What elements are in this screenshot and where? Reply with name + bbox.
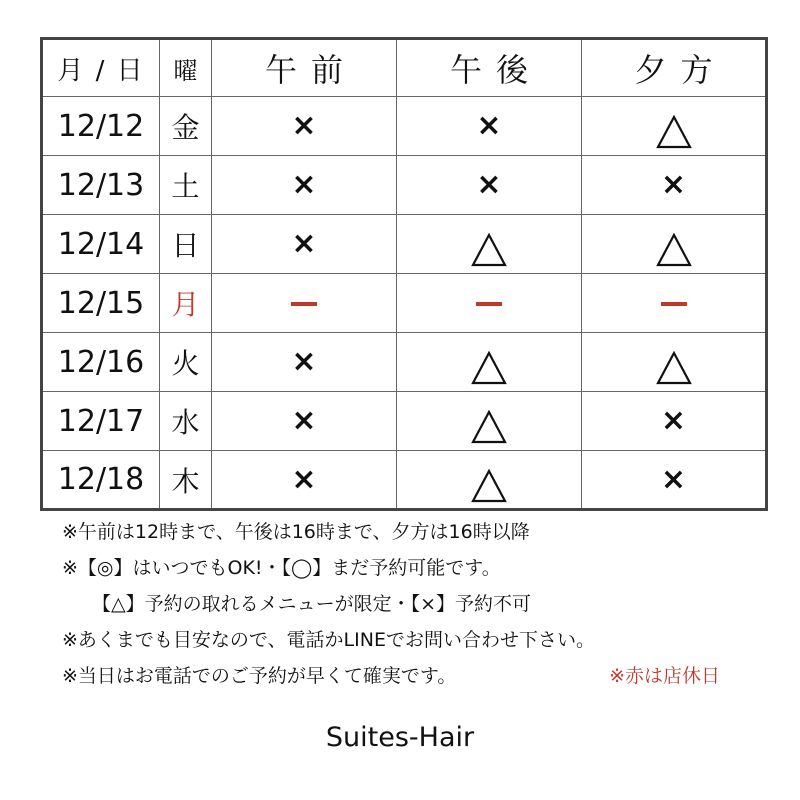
cell-evening bbox=[582, 97, 767, 156]
cell-weekday: 火 bbox=[160, 333, 212, 392]
note-symbol-legend-2: 【△】予約の取れるメニューが限定・【×】予約不可 bbox=[92, 593, 532, 615]
closed-mark bbox=[661, 302, 687, 306]
cell-weekday: 月 bbox=[160, 274, 212, 333]
notes bbox=[62, 514, 782, 694]
header-morning: 午前 bbox=[212, 39, 397, 97]
unavailable-mark: × bbox=[291, 344, 317, 379]
cell-evening bbox=[582, 392, 767, 451]
cell-morning bbox=[212, 333, 397, 392]
limited-mark bbox=[471, 351, 507, 385]
cell-date: 12/16 bbox=[42, 333, 160, 392]
note-symbol-legend: ※【◎】はいつでもOK!・【◯】まだ予約可能です。 bbox=[62, 557, 501, 579]
cell-weekday: 土 bbox=[160, 156, 212, 215]
limited-mark bbox=[471, 410, 507, 444]
unavailable-mark: × bbox=[291, 461, 317, 497]
table-row bbox=[42, 392, 767, 451]
cell-weekday: 水 bbox=[160, 392, 212, 451]
cell-date: 12/17 bbox=[42, 392, 160, 451]
unavailable-mark: × bbox=[476, 108, 502, 143]
cell-evening bbox=[582, 451, 767, 510]
unavailable-mark: × bbox=[660, 403, 687, 438]
cell-morning bbox=[212, 392, 397, 451]
cell-afternoon bbox=[397, 215, 582, 274]
note-same-day-text: ※当日はお電話でのご予約が早くて確実です。 bbox=[62, 665, 457, 687]
cell-afternoon bbox=[397, 97, 582, 156]
cell-date: 12/15 bbox=[42, 274, 160, 333]
cell-morning bbox=[212, 274, 397, 333]
cell-date: 12/14 bbox=[42, 215, 160, 274]
limited-mark bbox=[471, 469, 507, 503]
table-row bbox=[42, 156, 767, 215]
table-row bbox=[42, 333, 767, 392]
cell-weekday: 木 bbox=[160, 451, 212, 510]
unavailable-mark: × bbox=[291, 403, 317, 438]
limited-mark bbox=[656, 115, 692, 149]
cell-afternoon bbox=[397, 333, 582, 392]
note-same-day bbox=[62, 658, 782, 694]
cell-evening bbox=[582, 215, 767, 274]
header-evening: 夕方 bbox=[582, 39, 767, 97]
limited-mark bbox=[656, 351, 692, 385]
header-day: 曜 bbox=[160, 39, 212, 97]
cell-afternoon bbox=[397, 274, 582, 333]
cell-afternoon bbox=[397, 156, 582, 215]
header-afternoon: 午後 bbox=[397, 39, 582, 97]
limited-mark bbox=[471, 233, 507, 267]
closed-mark bbox=[476, 302, 502, 306]
cell-weekday: 金 bbox=[160, 97, 212, 156]
note-closed-day: ※赤は店休日 bbox=[609, 665, 720, 687]
cell-date: 12/13 bbox=[42, 156, 160, 215]
cell-morning bbox=[212, 215, 397, 274]
table-row bbox=[42, 97, 767, 156]
unavailable-mark: × bbox=[291, 226, 317, 261]
cell-afternoon bbox=[397, 451, 582, 510]
brand-name: Suites-Hair bbox=[325, 722, 475, 753]
table-row bbox=[42, 274, 767, 333]
cell-evening bbox=[582, 333, 767, 392]
limited-mark bbox=[656, 233, 692, 267]
unavailable-mark: × bbox=[476, 167, 502, 202]
unavailable-mark: × bbox=[291, 167, 317, 202]
cell-morning bbox=[212, 156, 397, 215]
table-row bbox=[42, 215, 767, 274]
cell-date: 12/18 bbox=[42, 451, 160, 510]
cell-afternoon bbox=[397, 392, 582, 451]
note-contact: ※あくまでも目安なので、電話かLINEでお問い合わせ下さい。 bbox=[62, 629, 595, 651]
closed-mark bbox=[291, 302, 317, 306]
cell-weekday: 日 bbox=[160, 215, 212, 274]
cell-evening bbox=[582, 274, 767, 333]
unavailable-mark: × bbox=[291, 108, 317, 143]
cell-morning bbox=[212, 97, 397, 156]
table-row bbox=[42, 451, 767, 510]
unavailable-mark: × bbox=[660, 167, 687, 202]
note-time-ranges: ※午前は12時まで、午後は16時まで、夕方は16時以降 bbox=[62, 521, 530, 543]
header-date: 月 / 日 bbox=[42, 39, 160, 97]
cell-date: 12/12 bbox=[42, 97, 160, 156]
cell-evening bbox=[582, 156, 767, 215]
reservation-table bbox=[40, 37, 768, 511]
table-body bbox=[42, 97, 767, 510]
table-header-row bbox=[42, 39, 767, 97]
cell-morning bbox=[212, 451, 397, 510]
unavailable-mark: × bbox=[660, 461, 687, 497]
